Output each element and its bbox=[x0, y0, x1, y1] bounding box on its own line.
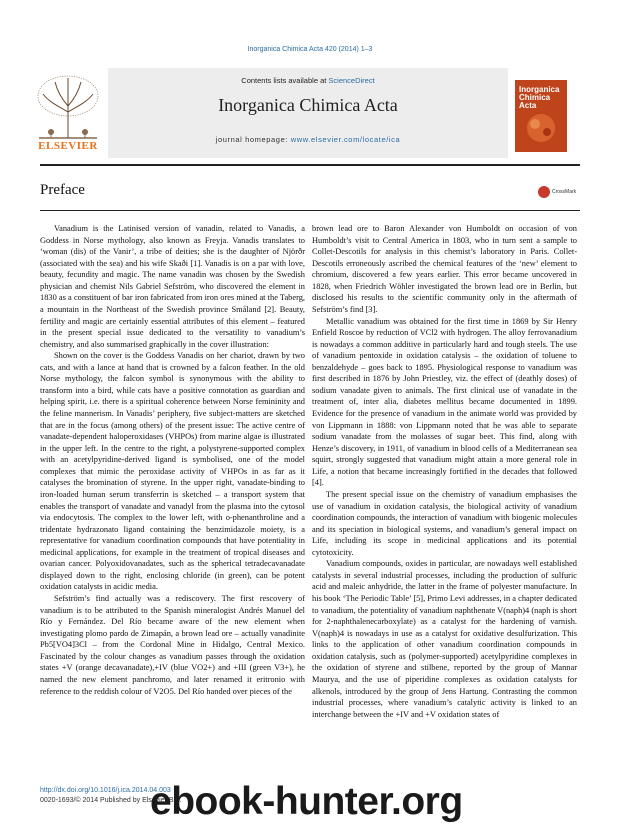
body-paragraph: Sefström’s find actually was a rediscovery. The first rescovery of vanadium is to be attributed to the Spanish mineralogist Andrés Manuel del Río y Fernández. Del Río became aware of the new element when investigating plomo pardo de Zimapán, a brown lead ore – actually vanadinite Pb5[VO4]3Cl – from the Cordonal Mine in Hidalgo, Central Mexico. Fascinated by the colour changes as vanadium passes through the oxidation states +V (orange decavanadate),+IV (blue VO2+) and +III (green V3+), he named the new element panchromo, and later renamed it eritronio with reference to the reddish colour of V2O5. Del Río handed over pieces of the bbox=[40, 594, 305, 696]
doi-link[interactable]: http://dx.doi.org/10.1016/j.ica.2014.04.003 bbox=[40, 787, 171, 794]
issn-copyright: 0020-1693/© 2014 Published by Elsevier B.V. bbox=[40, 797, 182, 804]
contents-availability bbox=[108, 76, 508, 85]
body-paragraph: brown lead ore to Baron Alexander von Humboldt on occasion of von Humboldt’s visit to Central America in 1803, who in turn sent a sample to Collet-Descotils for analysis in this chemist’s laboratory in Paris. Collet-Descotils erroneously ascribed the chemical features of the ‘new’ element to chromium, discovered a few years earlier. This error became uncovered in 1828, when Friedrich Wöhler investigated the brown lead ore in Berlin, but disclosed his results to the scientific community only in the aftermath of Sefström’s find [3]. bbox=[312, 224, 577, 314]
crossmark-icon bbox=[538, 186, 550, 198]
crossmark-badge[interactable] bbox=[538, 186, 580, 198]
watermark-text: ebook-hunter.org bbox=[150, 780, 463, 823]
left-column bbox=[40, 223, 305, 697]
contents-prefix: Contents lists available at bbox=[241, 76, 327, 85]
journal-title: Inorganica Chimica Acta bbox=[218, 95, 398, 115]
journal-cover-thumbnail bbox=[515, 80, 567, 152]
body-paragraph: Vanadium compounds, oxides in particular, are nowadays well established catalysts in several industrial processes, including the production of sulfuric acid and maleic anhydride, the latter in the frame of polyester manufacture. In his book ‘The Periodic Table’ [5], Primo Levi addresses, in a chapter dedicated to vanadium, the potentiality of vanadium naphthenate V(naph)4 (naph is short for 2-naphthalenecarboxylate) as a catalyst for the hardening of varnish. V(naph)4 is nowadays in use as a catalyst for oxidative desulfurization. This links to the application of other vanadium coordination compounds in oxidation catalysis, such as (polymer-supported) acetylpyridine complexes in the oxidation of styrene and stilbene, reported by the group of Mannar Maurya, and the use of piperidine complexes as oxidation catalysts for alkenols, introduced by the group of Jens Hartung. Contrasting the common industrial processes, where vanadium’s catalytic activity is linked to an interchange between the +IV and +V oxidation states of bbox=[312, 559, 577, 719]
title-divider bbox=[40, 210, 580, 211]
journal-homepage bbox=[108, 135, 508, 144]
publisher-name: ELSEVIER bbox=[38, 140, 98, 152]
crossmark-label: CrossMark bbox=[552, 189, 577, 195]
homepage-prefix: journal homepage: bbox=[215, 135, 289, 144]
body-paragraph: Vanadium is the Latinised version of vanadin, related to Vanadis, a Goddess in Norse mythology, also known as Freyja. Vanadis translates to ‘woman (dis) of the Vanir’, a tribe of deities; she is the daughter of Njörðr (associated with the sea) and his wife Skaði [1]. Vanadis is on a par with love, beauty, fecundity and magic. The name vanadin was chosen by the Swedish physician and chemist Nils Gabriel Sefström, who discovered the element in 1830 as a constituent of bar iron fabricated from iron ores mined at the Taberg, a mountain in the Northeast of the Swedish province Småland [2]. Beauty, fertility and magic are certainly essential attributes of this element – featured in the present special issue dedicated to the versatility to vanadium’s chemistry, and also summarised graphically in the cover illustration: bbox=[40, 224, 305, 349]
body-paragraph: Shown on the cover is the Goddess Vanadis on her chariot, drawn by two cats, and with a lance at hand that is crowned by a falcon feather. In the old Norse mythology, the falcon symbol is synonymous with the ability to transform into a bird, while cats have a positive connotation as guardian and helping spirit, i.e. there is a spiritual coherence between Norse femininity and the feline mannerism. In Vanadis’ periphery, five subject-matters are sketched that are in the focus (among others) of the present issue: The active centre of vanadate-dependent haloperoxidases (VHPOs) from marine algae is illustrated in the upper left. In the centre to the right, a polystyrene-supported complex with an acetylpyridine-derived ligand is symbolised, one of the model complexes that mimic the peroxidase activity of VHPOs in as far as it catalyses the bromination of styrene. In the upper right, vanadate-binding to iron-loaded human serum transferrin is sketched – a transport system that enables the transport of vanadate and vanadyl from the plasma into the cytosol via endocytosis. The complex to the lower left, with o-phenanthroline and a tridentate hydrazonato ligand containing the benzimidazole moiety, is a representative for vanadium coordination compounds that have potentiality in medicinal applications, for example in the treatment of tropical diseases and ovarian cancer. Polyoxidovanadates, such as the spherical tetradecavanadate displayed down to the right, enclosing chloride (in green), can be potent oxidation catalysts in acidic media. bbox=[40, 351, 305, 592]
body-paragraph: The present special issue on the chemistry of vanadium emphasises the use of vanadium in oxidation catalysis, the biological activity of vanadium coordination compounds, the interaction of vanadium with biogenic molecules and its speciation in biological systems, and vanadium’s general impact on Life, including its scope in medicinal applications and its potential cytotoxicity. bbox=[312, 489, 577, 557]
sciencedirect-link[interactable]: ScienceDirect bbox=[328, 76, 375, 85]
cover-title: Inorganica Chimica Acta bbox=[519, 85, 560, 110]
header-divider bbox=[40, 164, 580, 166]
homepage-link[interactable]: www.elsevier.com/locate/ica bbox=[290, 135, 401, 144]
article-title: Preface bbox=[40, 182, 85, 198]
right-column bbox=[312, 223, 577, 720]
journal-citation: Inorganica Chimica Acta 420 (2014) 1–3 bbox=[247, 46, 373, 53]
body-paragraph: Metallic vanadium was obtained for the first time in 1869 by Sir Henry Enfield Roscoe by reduction of VCl2 with hydrogen. The alloy ferrovanadium is nowadays a common additive in particularly hard and tough steels. The use of vanadium pentoxide in oxidation catalysis – the oxidation of toluene to benzaldehyde – goes back to 1895. Physiological response to vanadium was first described in 1876 by John Priestley, viz. the effect of (deathly doses) of sodium vanadate given to animals. The first clinical use of vanadate in the treatment of, inter alia, diabetes mellitus became documented in 1899. Evidence for the presence of vanadium in the animate world was provided by von Lippmann in 1888: von Lippmann noted that he was able to separate sodium vanadate from the molasses of sugar beet. This find, along with Henze’s discovery, in 1911, of vanadium in blood cells of a Mediterranean sea squirt, strongly suggested that vanadium might attain a more general role in Life, a notion that became increasingly fortified in the decades that followed [4]. bbox=[312, 316, 577, 488]
cover-illustration bbox=[515, 108, 567, 152]
